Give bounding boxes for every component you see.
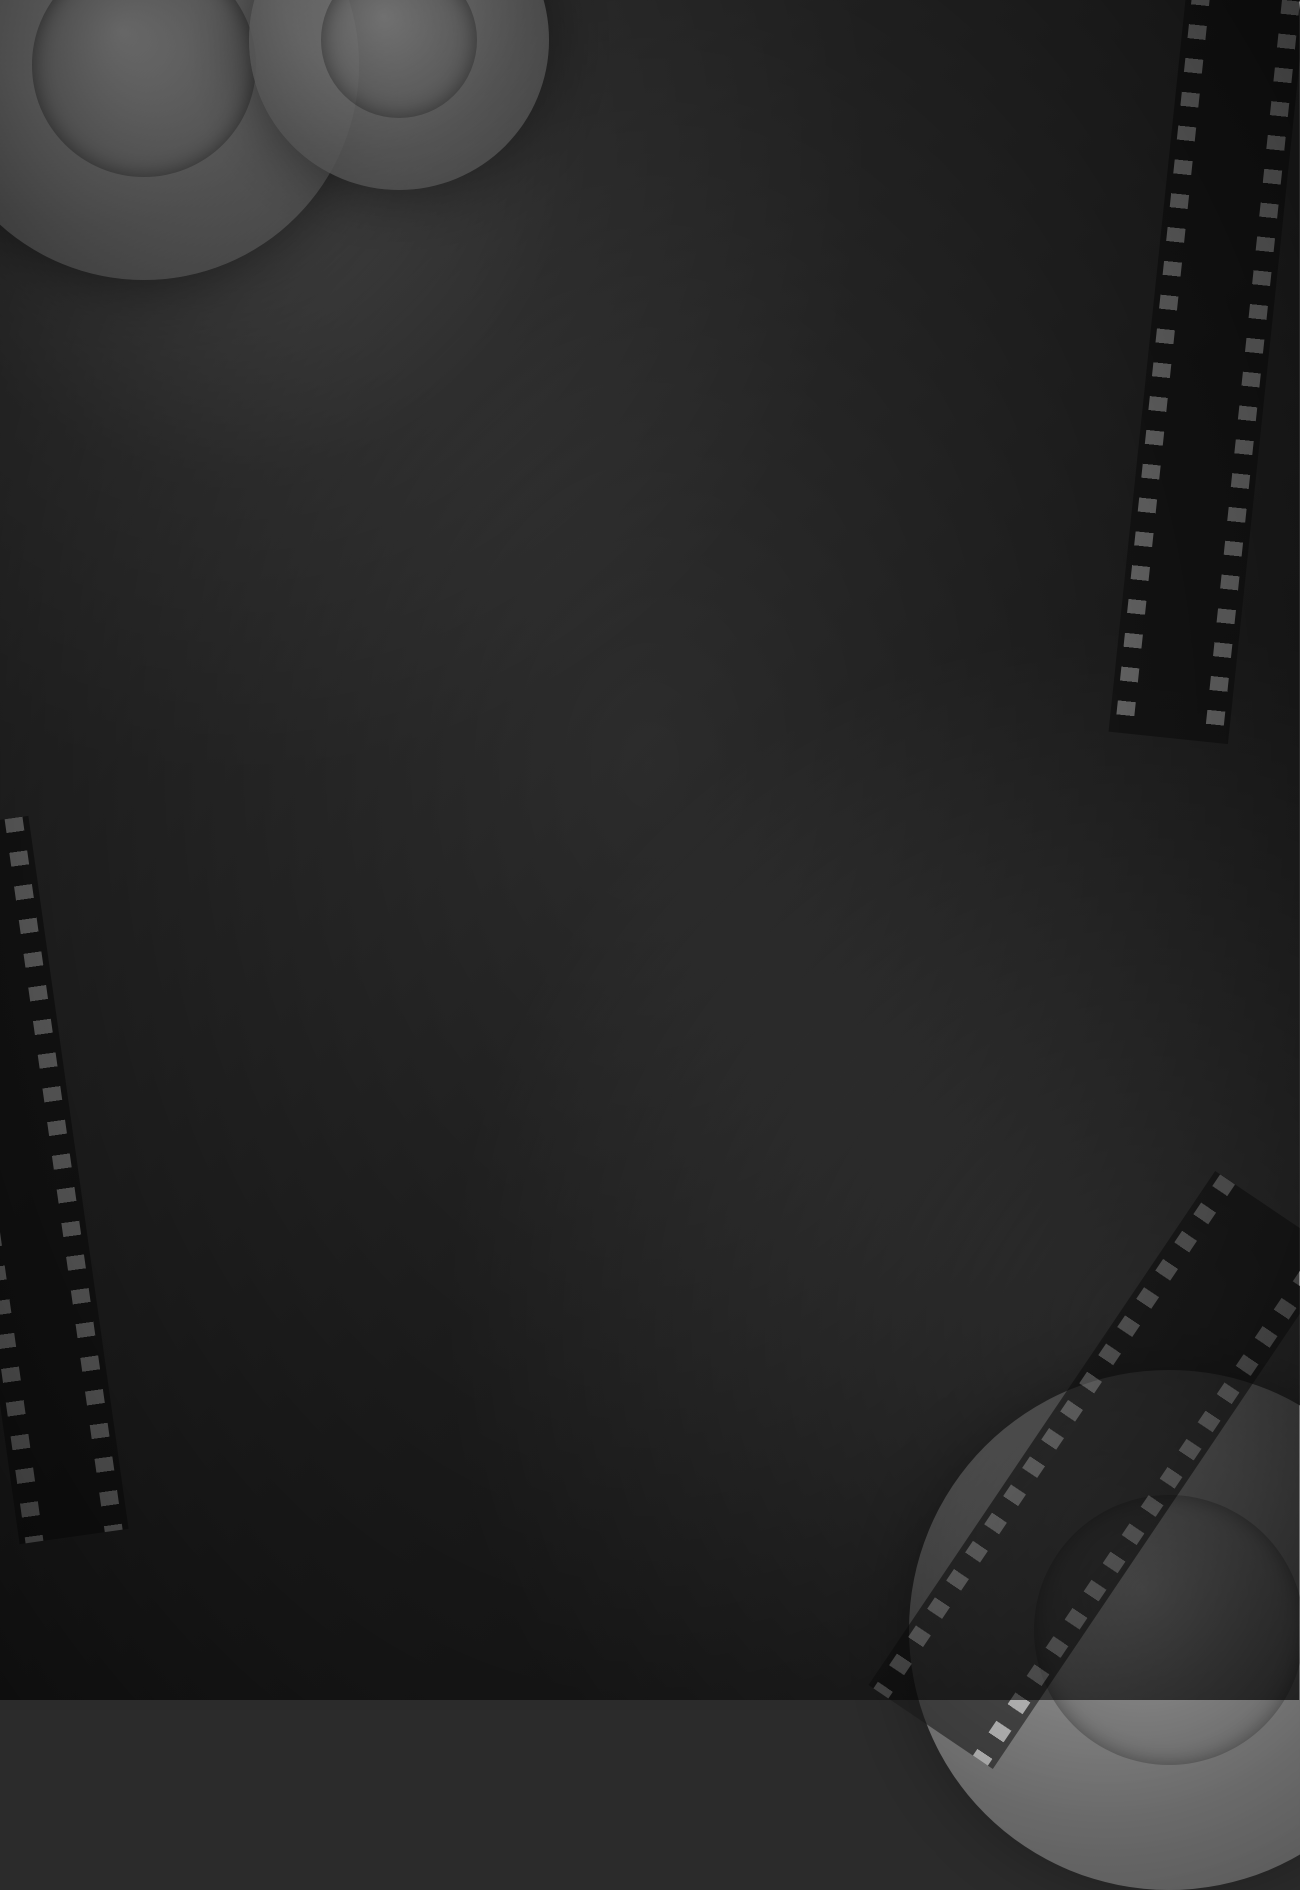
footer — [0, 1648, 1300, 1658]
